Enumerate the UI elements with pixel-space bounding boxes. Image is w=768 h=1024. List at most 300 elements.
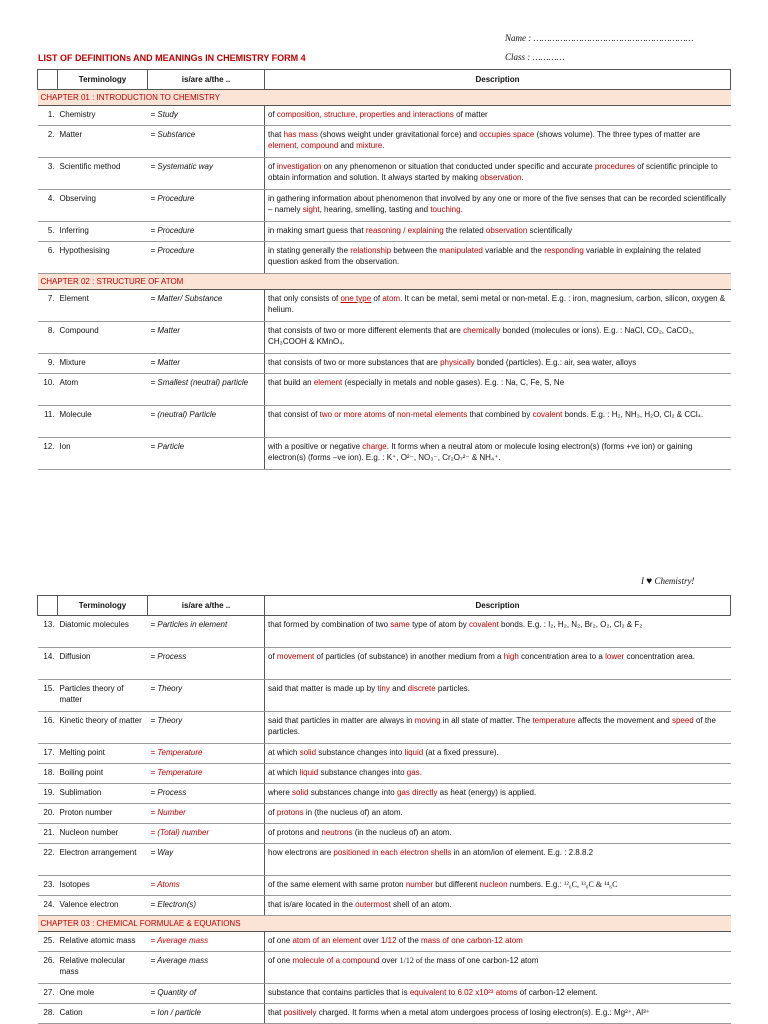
description-text: (especially in metals and noble gases). E.g. : Na, C, Fe, S, Ne: [342, 378, 565, 387]
description-text: (shows weight under gravitational force) and: [317, 130, 480, 139]
highlighted-keyword: solid: [299, 748, 317, 757]
row-terminology: Hypothesising: [58, 242, 148, 274]
row-terminology: Matter: [58, 126, 148, 158]
description-text: affects the movement and: [575, 716, 672, 725]
description-text: on any phenomenon or situation that conducted under specific and accurate: [321, 162, 595, 171]
table-row: [38, 374, 731, 406]
row-is-are: = Procedure: [148, 242, 265, 274]
description-text: .: [382, 141, 385, 150]
description-text: , hearing, smelling, tasting and: [319, 205, 431, 214]
chapter-title: CHAPTER 03 : CHEMICAL FORMULAE & EQUATIONS: [38, 916, 731, 932]
highlighted-keyword: nucleon: [479, 880, 508, 889]
highlighted-keyword: charge: [362, 442, 387, 451]
row-number: 19.: [38, 784, 58, 804]
row-terminology: Relative molecular mass: [58, 952, 148, 984]
highlighted-keyword: outermost: [355, 900, 391, 909]
col-header-number: [38, 70, 58, 90]
table-row: [38, 932, 731, 952]
description-text: that formed by combination of two: [268, 620, 391, 629]
description-text: of: [268, 162, 277, 171]
highlighted-keyword: solid: [292, 788, 309, 797]
heart-icon: ♥: [646, 576, 653, 587]
description-text: that consist of: [268, 410, 320, 419]
highlighted-keyword: one type: [340, 294, 372, 303]
highlighted-keyword: positioned in each electron shells: [333, 848, 452, 857]
row-terminology: Diatomic molecules: [58, 616, 148, 648]
name-field-label: Name : ……………………………………………………: [505, 33, 694, 43]
row-description: [265, 616, 731, 648]
description-text: said that matter is made up by: [268, 684, 378, 693]
description-text: between the: [391, 246, 440, 255]
description-text: shell of an atom.: [390, 900, 452, 909]
row-terminology: Mixture: [58, 354, 148, 374]
description-text: of the: [396, 936, 422, 945]
highlighted-keyword: covalent: [532, 410, 563, 419]
highlighted-keyword: manipulated: [439, 246, 483, 255]
row-terminology: Cation: [58, 1004, 148, 1024]
table-row: [38, 242, 731, 274]
class-field-label: Class : …………: [505, 52, 565, 62]
highlighted-keyword: atoms: [495, 988, 518, 997]
row-number: 4.: [38, 190, 58, 222]
chapter-row: [38, 274, 731, 290]
highlighted-keyword: speed: [671, 716, 694, 725]
table-row: [38, 222, 731, 242]
row-description: [265, 222, 731, 242]
row-description: [265, 952, 731, 984]
description-text: in all state of matter. The: [440, 716, 533, 725]
row-description: [265, 354, 731, 374]
row-is-are: = Atoms: [148, 876, 265, 896]
description-text: and: [338, 141, 357, 150]
table-row: [38, 804, 731, 824]
row-terminology: Valence electron: [58, 896, 148, 916]
description-text: substance that contains particles that is: [268, 988, 410, 997]
page-footer-mark: [641, 576, 694, 587]
highlighted-keyword: gas: [406, 768, 420, 777]
description-text: of particles (of substance) in another medium from a: [314, 652, 504, 661]
table-row: [38, 322, 731, 354]
row-is-are: = Number: [148, 804, 265, 824]
definitions-table-page-1: [37, 69, 731, 470]
description-text: (at a fixed pressure).: [423, 748, 499, 757]
row-number: 26.: [38, 952, 58, 984]
row-number: 7.: [38, 290, 58, 322]
row-is-are: = Process: [148, 648, 265, 680]
row-description: [265, 190, 731, 222]
row-number: 28.: [38, 1004, 58, 1024]
description-text: with a positive or negative: [268, 442, 363, 451]
description-text: that build an: [268, 378, 314, 387]
description-text: of the particles.: [268, 716, 716, 736]
row-number: 20.: [38, 804, 58, 824]
description-text: . It can be metal, semi metal or non-metal. E.g. : iron, magnesium, carbon, silicon, oxygen & helium.: [268, 294, 726, 314]
row-number: 23.: [38, 876, 58, 896]
description-text: of: [371, 294, 383, 303]
row-description: [265, 242, 731, 274]
row-terminology: Compound: [58, 322, 148, 354]
highlighted-keyword: gas directly: [396, 788, 438, 797]
row-number: 11.: [38, 406, 58, 438]
description-text: that is/are located in the: [268, 900, 356, 909]
highlighted-keyword: procedures: [594, 162, 635, 171]
description-text: of one: [268, 956, 293, 965]
row-terminology: Atom: [58, 374, 148, 406]
description-text: at which: [268, 768, 300, 777]
row-description: [265, 804, 731, 824]
description-text: substance changes into: [316, 748, 405, 757]
row-terminology: Kinetic theory of matter: [58, 712, 148, 744]
table-row: [38, 190, 731, 222]
chapter-title: CHAPTER 01 : INTRODUCTION TO CHEMISTRY: [38, 90, 731, 106]
highlighted-keyword: atom: [382, 294, 401, 303]
row-description: [265, 784, 731, 804]
row-is-are: = Electron(s): [148, 896, 265, 916]
row-is-are: = (neutral) Particle: [148, 406, 265, 438]
row-number: 22.: [38, 844, 58, 876]
row-description: [265, 158, 731, 190]
row-description: [265, 1004, 731, 1024]
highlighted-keyword: 1/12: [380, 936, 397, 945]
row-number: 9.: [38, 354, 58, 374]
row-description: [265, 984, 731, 1004]
row-number: 21.: [38, 824, 58, 844]
highlighted-keyword: tiny: [377, 684, 390, 693]
description-text: in an atom/ion of element. E.g. : 2.8.8.2: [451, 848, 594, 857]
description-text: bonded (molecules or ions). E.g. : NaCl, CO₂, CaCO₃, CH₃COOH & KMnO₄.: [268, 326, 694, 346]
highlighted-keyword: non-metal elements: [396, 410, 468, 419]
table-row: [38, 648, 731, 680]
description-text: 1/12 of the: [399, 956, 435, 965]
description-text: as heat (energy) is applied.: [437, 788, 537, 797]
description-text: ¹²₆C, ¹³₆C & ¹⁴₆C: [564, 880, 618, 889]
row-description: [265, 712, 731, 744]
row-terminology: Relative atomic mass: [58, 932, 148, 952]
description-text: of: [268, 808, 277, 817]
row-description: [265, 932, 731, 952]
description-text: substance changes into: [318, 768, 407, 777]
description-text: at which: [268, 748, 300, 757]
highlighted-keyword: neutrons: [321, 828, 353, 837]
table-row: [38, 158, 731, 190]
row-terminology: Sublimation: [58, 784, 148, 804]
row-terminology: One mole: [58, 984, 148, 1004]
description-text: of: [268, 652, 277, 661]
highlighted-keyword: has mass: [283, 130, 318, 139]
highlighted-keyword: two or more atoms: [319, 410, 386, 419]
table-row: [38, 616, 731, 648]
col-header-terminology: Terminology: [58, 70, 148, 90]
highlighted-keyword: investigation: [276, 162, 322, 171]
col-header-is-are: is/are a/the ..: [148, 596, 265, 616]
highlighted-keyword: lower: [605, 652, 625, 661]
row-is-are: = Way: [148, 844, 265, 876]
description-text: that only consists of: [268, 294, 341, 303]
table-row: [38, 744, 731, 764]
row-description: [265, 106, 731, 126]
description-text: the related: [443, 226, 486, 235]
row-is-are: = Matter: [148, 322, 265, 354]
description-text: and: [389, 684, 408, 693]
row-number: 14.: [38, 648, 58, 680]
row-number: 16.: [38, 712, 58, 744]
footer-suffix: Chemistry!: [654, 576, 695, 586]
description-text: .: [419, 768, 422, 777]
row-is-are: = Temperature: [148, 744, 265, 764]
row-number: 13.: [38, 616, 58, 648]
highlighted-keyword: temperature: [532, 716, 576, 725]
row-terminology: Nucleon number: [58, 824, 148, 844]
row-number: 24.: [38, 896, 58, 916]
row-terminology: Element: [58, 290, 148, 322]
chapter-row: [38, 90, 731, 106]
table-row: [38, 290, 731, 322]
row-description: [265, 844, 731, 876]
row-is-are: = Process: [148, 784, 265, 804]
col-header-number: [38, 596, 58, 616]
row-description: [265, 680, 731, 712]
highlighted-keyword: covalent: [469, 620, 499, 629]
row-description: [265, 648, 731, 680]
row-is-are: = Smallest (neutral) particle: [148, 374, 265, 406]
description-text: of the same element with same proton: [268, 880, 406, 889]
row-is-are: = Matter: [148, 354, 265, 374]
row-is-are: = Quantity of: [148, 984, 265, 1004]
row-terminology: Melting point: [58, 744, 148, 764]
row-terminology: Isotopes: [58, 876, 148, 896]
table-row: [38, 876, 731, 896]
row-number: 8.: [38, 322, 58, 354]
description-text: scientifically: [527, 226, 573, 235]
description-text: where: [268, 788, 293, 797]
highlighted-keyword: discrete: [407, 684, 436, 693]
row-is-are: = Temperature: [148, 764, 265, 784]
document-title: LIST OF DEFINITIONs AND MEANINGs IN CHEMISTRY FORM 4: [38, 53, 306, 63]
row-terminology: Particles theory of matter: [58, 680, 148, 712]
highlighted-keyword: chemically: [463, 326, 501, 335]
highlighted-keyword: liquid: [404, 748, 424, 757]
description-text: concentration area to a: [518, 652, 606, 661]
table-row: [38, 784, 731, 804]
row-terminology: Ion: [58, 438, 148, 470]
highlighted-keyword: sight: [302, 205, 320, 214]
col-header-description: Description: [265, 70, 731, 90]
highlighted-keyword: mixture: [356, 141, 383, 150]
highlighted-keyword: reasoning / explaining: [365, 226, 444, 235]
row-terminology: Observing: [58, 190, 148, 222]
highlighted-keyword: protons: [276, 808, 304, 817]
table-row: [38, 984, 731, 1004]
description-text: that: [268, 1008, 284, 1017]
highlighted-keyword: element, compound: [268, 141, 339, 150]
highlighted-keyword: same: [390, 620, 410, 629]
table-row: [38, 438, 731, 470]
row-is-are: = Systematic way: [148, 158, 265, 190]
table-row: [38, 844, 731, 876]
definitions-table-page-2: [37, 595, 731, 1024]
row-is-are: = Study: [148, 106, 265, 126]
row-is-are: = Matter/ Substance: [148, 290, 265, 322]
row-description: [265, 374, 731, 406]
row-number: 18.: [38, 764, 58, 784]
highlighted-keyword: number: [405, 880, 433, 889]
description-text: of: [268, 110, 277, 119]
highlighted-keyword: responding: [544, 246, 584, 255]
description-text: numbers. E.g.:: [507, 880, 565, 889]
row-terminology: Boiling point: [58, 764, 148, 784]
row-description: [265, 322, 731, 354]
table-row: [38, 764, 731, 784]
table-row: [38, 680, 731, 712]
description-text: over: [379, 956, 400, 965]
description-text: in stating generally the: [268, 246, 351, 255]
row-description: [265, 876, 731, 896]
highlighted-keyword: moving: [414, 716, 441, 725]
row-terminology: Electron arrangement: [58, 844, 148, 876]
description-text: variable in explaining the related question asked from the observation.: [268, 246, 701, 266]
description-text: in gathering information about phenomenon that involved by any one or more of the five senses that can be recorded scientifically – namely: [268, 194, 727, 214]
highlighted-keyword: observation: [480, 173, 522, 182]
description-text: .: [460, 205, 463, 214]
highlighted-keyword: touching: [430, 205, 461, 214]
row-is-are: = Theory: [148, 712, 265, 744]
table-row: [38, 106, 731, 126]
row-is-are: = Average mass: [148, 952, 265, 984]
description-text: . It forms when a neutral atom or molecule losing electron(s) (forms +ve ion) or gaining electron(s) (forms –ve ion). E.g. : K⁺, O²⁻, NO₃⁻, Cr₂O₇²⁻ & NH₄⁺.: [268, 442, 693, 462]
description-text: type of atom by: [409, 620, 469, 629]
row-number: 25.: [38, 932, 58, 952]
row-number: 5.: [38, 222, 58, 242]
description-text: of: [385, 410, 397, 419]
description-text: over: [360, 936, 381, 945]
table-row: [38, 354, 731, 374]
col-header-is-are: is/are a/the ..: [148, 70, 265, 90]
row-is-are: = Particle: [148, 438, 265, 470]
row-is-are: = Procedure: [148, 190, 265, 222]
description-text: but different: [432, 880, 480, 889]
highlighted-keyword: mass of one carbon-12 atom: [421, 936, 523, 945]
table-row: [38, 952, 731, 984]
row-description: [265, 824, 731, 844]
highlighted-keyword: relationship: [350, 246, 392, 255]
description-text: of scientific principle to obtain information and solution. It always started by making: [268, 162, 718, 182]
row-is-are: = Procedure: [148, 222, 265, 242]
highlighted-keyword: composition, structure, properties and interactions: [276, 110, 454, 119]
row-number: 2.: [38, 126, 58, 158]
row-number: 17.: [38, 744, 58, 764]
table-row: [38, 126, 731, 158]
row-terminology: Molecule: [58, 406, 148, 438]
description-text: of one: [268, 936, 293, 945]
description-text: bonds. E.g. : I₂, H₂, N₂, Br₂, O₂, Cl₂ & F₂: [498, 620, 643, 629]
row-description: [265, 438, 731, 470]
table-header-row: [38, 596, 731, 616]
highlighted-keyword: molecule of a compound: [292, 956, 380, 965]
chapter-row: [38, 916, 731, 932]
description-text: (in the nucleus of) an atom.: [352, 828, 452, 837]
chapter-title: CHAPTER 02 : STRUCTURE OF ATOM: [38, 274, 731, 290]
row-is-are: = Particles in element: [148, 616, 265, 648]
row-terminology: Inferring: [58, 222, 148, 242]
table-row: [38, 824, 731, 844]
row-description: [265, 406, 731, 438]
row-number: 27.: [38, 984, 58, 1004]
description-text: that: [268, 130, 284, 139]
row-description: [265, 744, 731, 764]
description-text: charged. It forms when a metal atom undergoes process of losing electron(s). E.g.: Mg²⁺, Al³⁺: [316, 1008, 650, 1017]
highlighted-keyword: liquid: [299, 768, 319, 777]
table-row: [38, 896, 731, 916]
highlighted-keyword: positively: [283, 1008, 317, 1017]
row-terminology: Diffusion: [58, 648, 148, 680]
col-header-terminology: Terminology: [58, 596, 148, 616]
row-description: [265, 764, 731, 784]
description-text: that consists of two or more different elements that are: [268, 326, 464, 335]
row-is-are: = (Total) number: [148, 824, 265, 844]
description-text: said that particles in matter are always in: [268, 716, 415, 725]
description-text: of matter: [453, 110, 488, 119]
description-text: substances change into: [308, 788, 397, 797]
row-number: 6.: [38, 242, 58, 274]
description-text: of protons and: [268, 828, 322, 837]
highlighted-keyword: physically: [440, 358, 475, 367]
description-text: (shows volume). The three types of matter are: [534, 130, 701, 139]
highlighted-keyword: movement: [276, 652, 315, 661]
highlighted-keyword: atom of an element: [292, 936, 361, 945]
description-text: that consists of two or more substances that are: [268, 358, 441, 367]
description-text: of carbon-12 element.: [517, 988, 598, 997]
row-number: 10.: [38, 374, 58, 406]
row-is-are: = Average mass: [148, 932, 265, 952]
highlighted-keyword: observation: [485, 226, 528, 235]
row-number: 12.: [38, 438, 58, 470]
table-row: [38, 1004, 731, 1024]
row-description: [265, 896, 731, 916]
description-text: how electrons are: [268, 848, 334, 857]
row-is-are: = Substance: [148, 126, 265, 158]
description-text: mass of one carbon-12 atom: [434, 956, 539, 965]
description-text: particles.: [435, 684, 470, 693]
row-is-are: = Ion / particle: [148, 1004, 265, 1024]
table-row: [38, 712, 731, 744]
description-text: bonds. E.g. : H₂, NH₃, H₂O, Cl₂ & CCl₄.: [562, 410, 704, 419]
highlighted-keyword: element: [313, 378, 343, 387]
row-terminology: Proton number: [58, 804, 148, 824]
row-number: 15.: [38, 680, 58, 712]
description-text: bonded (particles). E.g.: air, sea water, alloys: [474, 358, 637, 367]
description-text: in making smart guess that: [268, 226, 366, 235]
description-text: that combined by: [467, 410, 533, 419]
table-header-row: [38, 70, 731, 90]
row-terminology: Scientific method: [58, 158, 148, 190]
highlighted-keyword: occupies space: [479, 130, 535, 139]
row-number: 1.: [38, 106, 58, 126]
row-number: 3.: [38, 158, 58, 190]
description-text: concentration area.: [624, 652, 695, 661]
description-text: variable and the: [482, 246, 545, 255]
row-terminology: Chemistry: [58, 106, 148, 126]
col-header-description: Description: [265, 596, 731, 616]
row-description: [265, 290, 731, 322]
description-text: in (the nucleus of) an atom.: [303, 808, 403, 817]
row-description: [265, 126, 731, 158]
row-is-are: = Theory: [148, 680, 265, 712]
highlighted-keyword: equivalent to 6.02 x10²³: [409, 988, 494, 997]
description-text: .: [521, 173, 524, 182]
highlighted-keyword: high: [503, 652, 519, 661]
footer-prefix: I: [641, 576, 644, 586]
table-row: [38, 406, 731, 438]
